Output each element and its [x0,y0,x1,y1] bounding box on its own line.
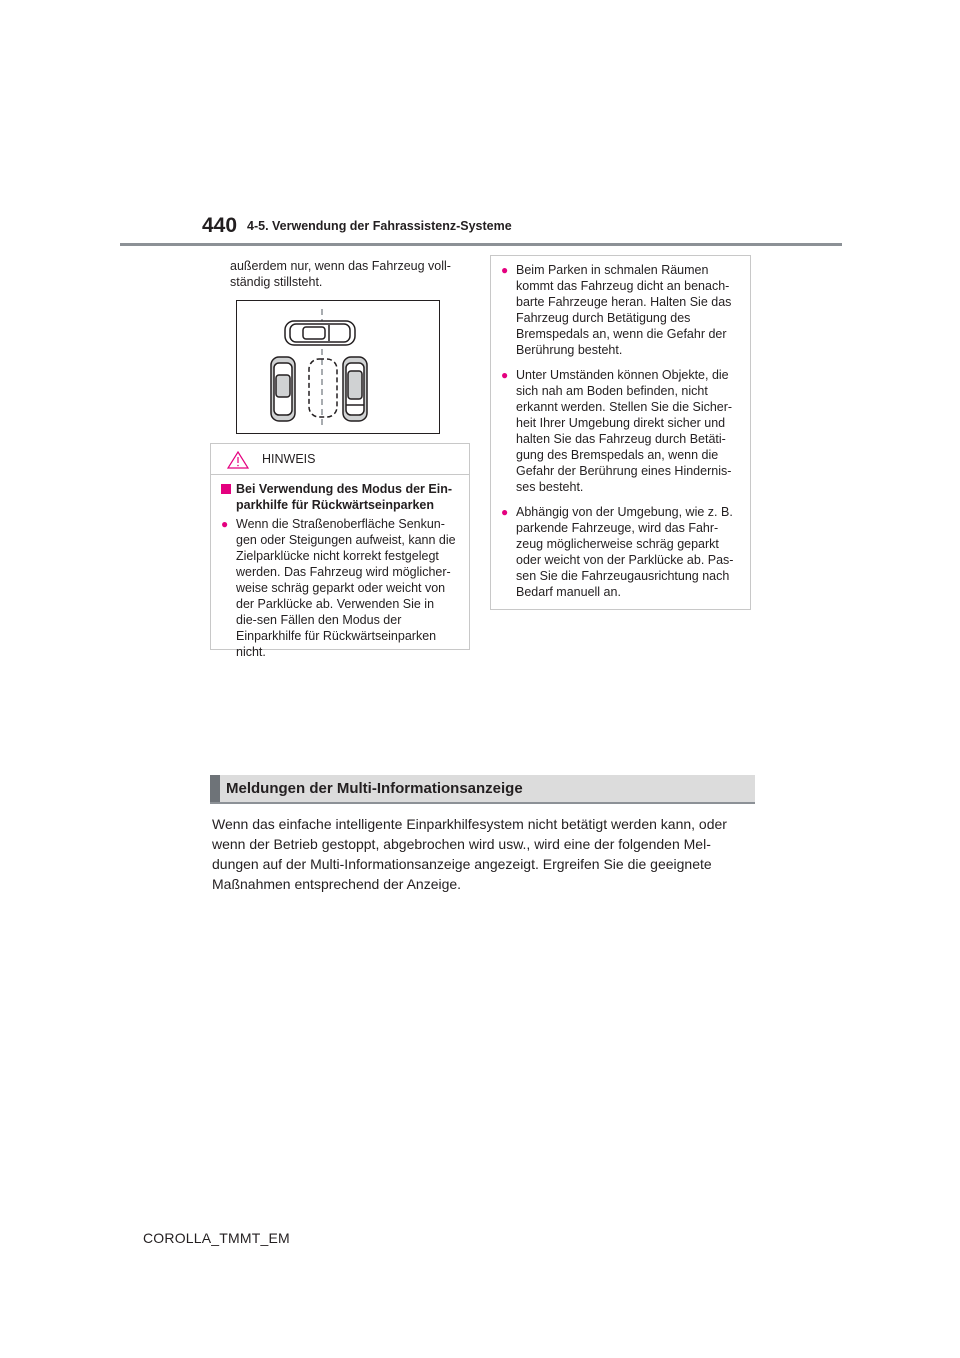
parking-illustration [236,300,440,434]
note-subheading [221,481,457,513]
parking-diagram [237,301,441,435]
parked-car-left [271,357,295,421]
note-subheading-text: Bei Verwendung des Modus der Ein-parkhilfe für Rückwärtseinparken [236,482,453,512]
bullet-icon: ● [501,505,509,519]
list-item-text: Beim Parken in schmalen Räumen kommt das Fahrzeug dicht an benach-barte Fahrzeuge heran. Halten Sie das Fahrzeug durch Betätigung des Bremspedals an, wenn die Gefahr der Berührung besteht. [516,263,732,357]
list-item-text: Abhängig von der Umgebung, wie z. B. parkende Fahrzeuge, wird das Fahr-zeug möglicherweise schräg geparkt oder weicht von der Parklücke ab. Pas-sen Sie die Fahrzeugausrichtung nach Bedarf manuell an. [516,505,734,599]
messages-heading [210,775,755,804]
parked-car-right [343,357,367,421]
list-item [501,504,738,600]
footer-doc-code: COROLLA_TMMT_EM [143,1230,290,1246]
list-item [221,516,457,660]
heading-accent-bar [210,775,220,802]
moving-car [285,321,355,345]
list-item [501,367,738,495]
note-label: HINWEIS [262,452,316,466]
list-item [501,262,738,358]
messages-paragraph: Wenn das einfache intelligente Einparkhilfesystem nicht betätigt werden kann, oder wenn der Betrieb gestoppt, abgebrochen wird usw., wird eine der folgenden Mel-dungen auf der Multi-Informationsanzeige angezeigt. Ergreifen Sie die geeignete Maßnahmen entsprechend der Anzeige. [212,816,727,892]
bullet-icon: ● [501,263,509,277]
list-item-text: Wenn die Straßenoberfläche Senkun-gen oder Steigungen aufweist, kann die Zielparklücke nicht korrekt festgelegt werden. Das Fahrzeug wird möglicher-weise schräg geparkt oder weicht von der Parklücke ab. Verwenden Sie in die-sen Fällen den Modus der Einparkhilfe für Rückwärtseinparken nicht. [236,517,456,659]
target-space [309,359,337,417]
note-box-hinweis [210,443,470,659]
warning-triangle-icon [227,451,249,469]
section-title: 4-5. Verwendung der Fahrassistenz-Systeme [247,219,512,233]
header-rule [120,243,842,246]
messages-heading-text: Meldungen der Multi-Informationsanzeige [226,780,523,797]
note-header [211,444,469,475]
note-body [211,475,469,660]
list-item-text: Unter Umständen können Objekte, die sich nah am Boden befinden, nicht erkannt werden. Stellen Sie die Sicher-heit Ihrer Umgebung direkt sicher und halten Sie das Fahrzeug durch Betäti-gung des Bremspedals an, wenn die Gefahr der Berührung eines Hindernis-ses besteht. [516,368,733,494]
note-box-continued [490,255,751,610]
intro-text: außerdem nur, wenn das Fahrzeug voll-ständig stillsteht. [230,259,451,289]
note-body [491,256,750,600]
page-number: 440 [202,214,238,237]
bullet-icon: ● [221,517,229,531]
bullet-icon: ● [501,368,509,382]
square-bullet-icon [221,484,231,494]
